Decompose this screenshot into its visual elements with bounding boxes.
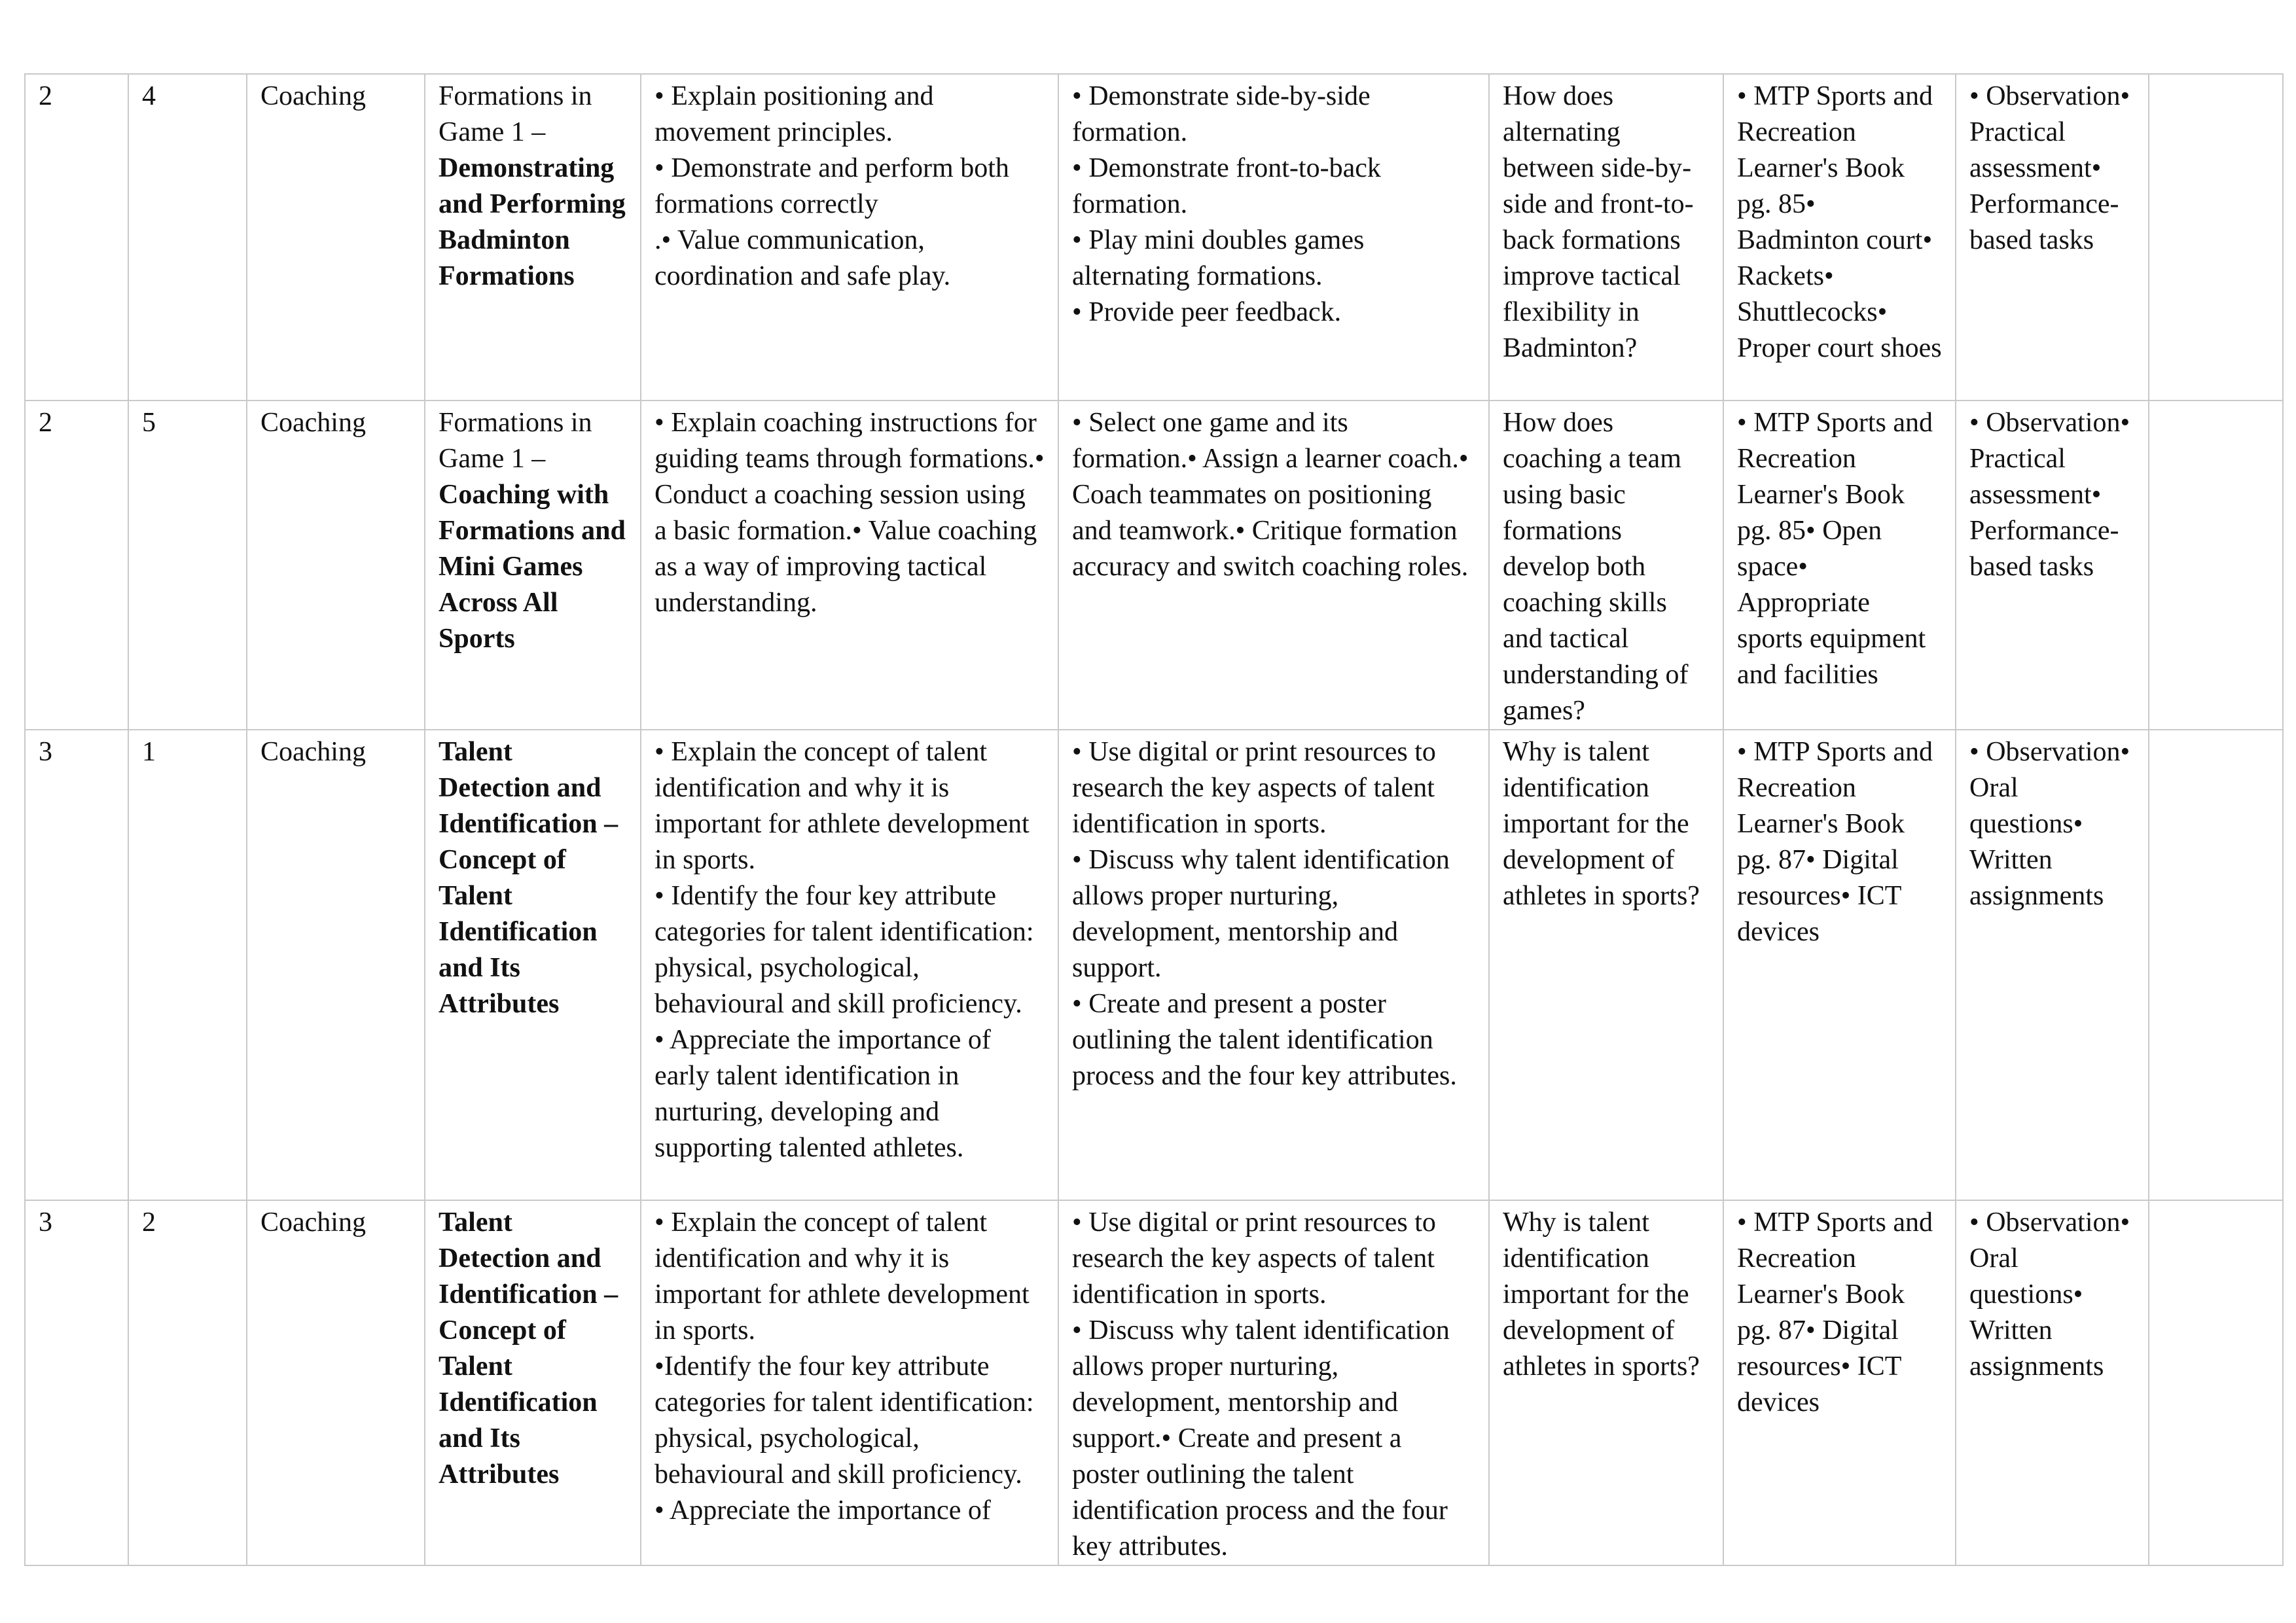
table-row [25,74,2283,401]
week-cell: 3 [25,1200,128,1565]
remarks-cell [2149,1200,2283,1565]
resources-cell: • MTP Sports and Recreation Learner's Book pg. 87• Digital resources• ICT devices [1723,730,1956,1200]
lesson-cell: 5 [128,401,247,730]
remarks-cell [2149,401,2283,730]
remarks-cell [2149,74,2283,401]
learning-experiences-cell: • Demonstrate side-by-side formation. • Demonstrate front-to-back formation. • Play mini doubles games alternating formations. • Provide peer feedback. [1058,74,1489,401]
lesson-cell: 1 [128,730,247,1200]
key-inquiry-cell: How does coaching a team using basic formations develop both coaching skills and tactical understanding of games? [1489,401,1723,730]
sub-strand-title: Demonstrating and Performing Badminton Formations [439,153,626,291]
sub-strand-cell [425,74,641,401]
table-row [25,401,2283,730]
learning-outcomes-cell: • Explain the concept of talent identification and why it is important for athlete development in sports. • Identify the four key attribute categories for talent identification: physical, psychological, behavioural and skill proficiency. • Appreciate the importance of early talent identification in nurturing, developing and supporting talented athletes. [641,730,1058,1200]
lesson-cell: 2 [128,1200,247,1565]
assessment-cell: • Observation• Oral questions• Written assignments [1956,1200,2149,1565]
week-cell: 2 [25,74,128,401]
learning-experiences-cell: • Use digital or print resources to research the key aspects of talent identification in sports. • Discuss why talent identification allows proper nurturing, development, mentorship and support.• Create and present a poster outlining the talent identification process and the four key attributes. [1058,1200,1489,1565]
strand-cell: Coaching [247,730,425,1200]
sub-strand-title: Talent Detection and Identification – Concept of Talent Identification and Its Attributes [439,1207,619,1489]
sub-strand-cell [425,401,641,730]
assessment-cell: • Observation• Oral questions• Written assignments [1956,730,2149,1200]
sub-strand-cell [425,1200,641,1565]
sub-strand-title: Talent Detection and Identification – Concept of Talent Identification and Its Attributes [439,737,619,1019]
sub-strand-prefix: Formations in Game 1 – [439,408,592,474]
key-inquiry-cell: Why is talent identification important for the development of athletes in sports? [1489,1200,1723,1565]
resources-cell: • MTP Sports and Recreation Learner's Book pg. 85• Open space• Appropriate sports equipment and facilities [1723,401,1956,730]
assessment-cell: • Observation• Practical assessment• Performance-based tasks [1956,74,2149,401]
scheme-of-work-table [24,73,2284,1566]
sub-strand-prefix: Formations in Game 1 – [439,81,592,147]
learning-outcomes-cell: • Explain the concept of talent identification and why it is important for athlete development in sports. •Identify the four key attribute categories for talent identification: physical, psychological, behavioural and skill proficiency. • Appreciate the importance of [641,1200,1058,1565]
learning-experiences-cell: • Select one game and its formation.• Assign a learner coach.• Coach teammates on positioning and teamwork.• Critique formation accuracy and switch coaching roles. [1058,401,1489,730]
sub-strand-title: Coaching with Formations and Mini Games Across All Sports [439,480,626,654]
assessment-cell: • Observation• Practical assessment• Performance-based tasks [1956,401,2149,730]
table-row [25,730,2283,1200]
learning-outcomes-cell: • Explain positioning and movement principles. • Demonstrate and perform both formations correctly .• Value communication, coordination and safe play. [641,74,1058,401]
key-inquiry-cell: Why is talent identification important for the development of athletes in sports? [1489,730,1723,1200]
lesson-cell: 4 [128,74,247,401]
resources-cell: • MTP Sports and Recreation Learner's Book pg. 85• Badminton court• Rackets• Shuttlecocks• Proper court shoes [1723,74,1956,401]
strand-cell: Coaching [247,74,425,401]
table-row [25,1200,2283,1565]
key-inquiry-cell: How does alternating between side-by-side and front-to-back formations improve tactical flexibility in Badminton? [1489,74,1723,401]
week-cell: 2 [25,401,128,730]
week-cell: 3 [25,730,128,1200]
learning-experiences-cell: • Use digital or print resources to research the key aspects of talent identification in sports. • Discuss why talent identification allows proper nurturing, development, mentorship and support. • Create and present a poster outlining the talent identification process and the four key attributes. [1058,730,1489,1200]
resources-cell: • MTP Sports and Recreation Learner's Book pg. 87• Digital resources• ICT devices [1723,1200,1956,1565]
strand-cell: Coaching [247,401,425,730]
sub-strand-cell [425,730,641,1200]
learning-outcomes-cell: • Explain coaching instructions for guiding teams through formations.• Conduct a coaching session using a basic formation.• Value coaching as a way of improving tactical understanding. [641,401,1058,730]
strand-cell: Coaching [247,1200,425,1565]
remarks-cell [2149,730,2283,1200]
